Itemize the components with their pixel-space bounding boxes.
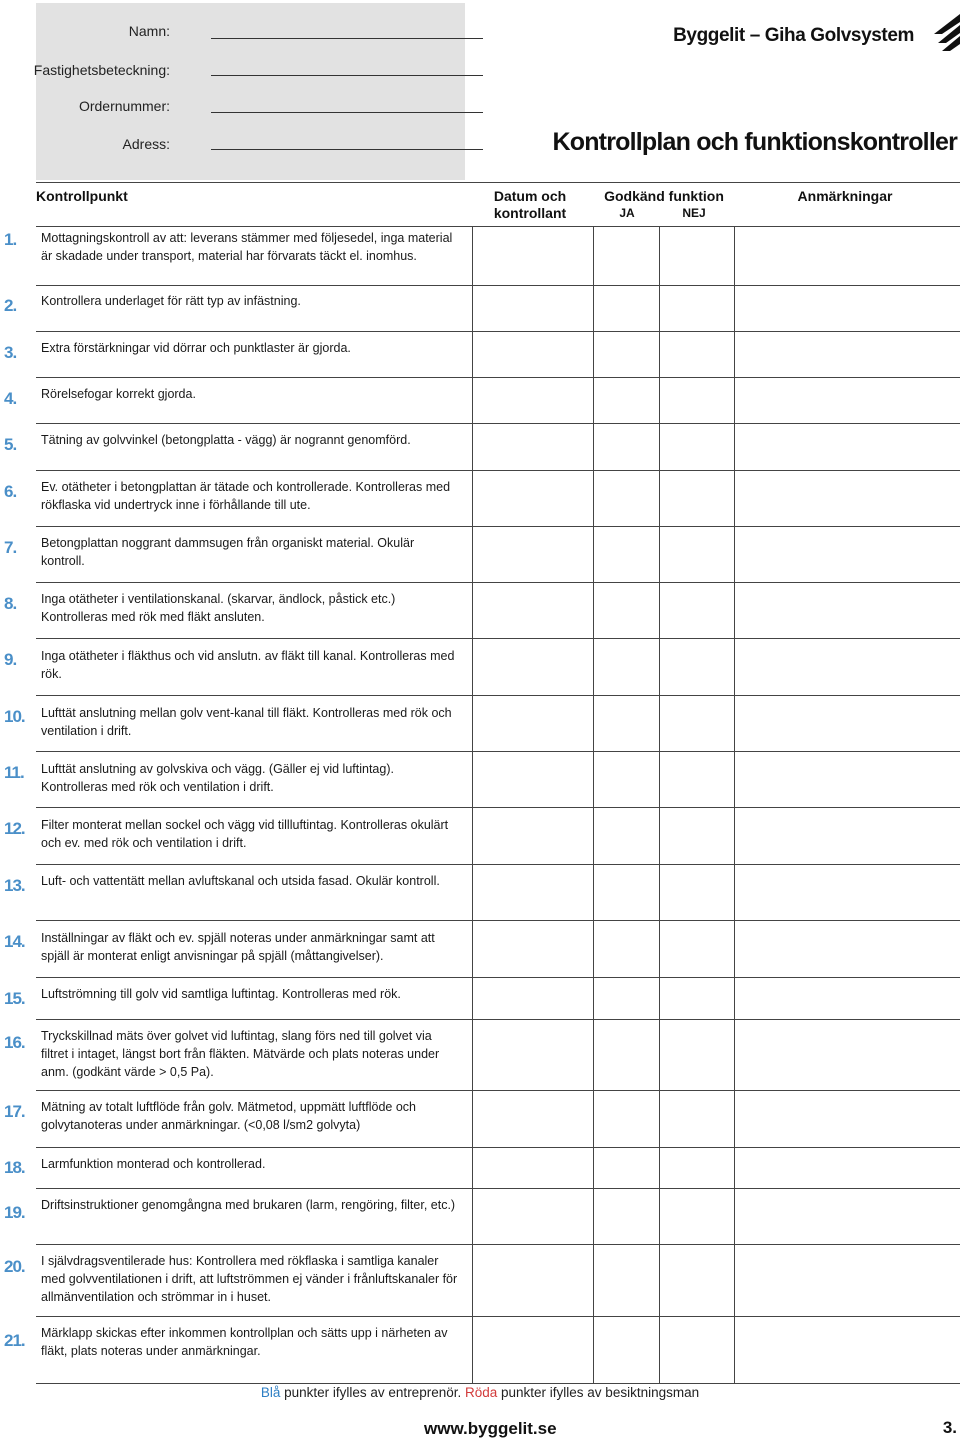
row-divider <box>36 470 960 471</box>
order-number-label: Ordernummer: <box>78 98 170 114</box>
item-text: Lufttät anslutning mellan golv vent-kanal till fläkt. Kontrolleras med rök och ventilation i drift. <box>41 706 452 738</box>
byggelit-logo-icon <box>930 14 960 52</box>
brand-name: Byggelit – Giha Golvsystem <box>673 25 914 46</box>
item-text: Luftströmning till golv vid samtliga luftintag. Kontrolleras med rök. <box>41 987 401 1001</box>
website-link[interactable]: www.byggelit.se <box>424 1419 557 1438</box>
row-divider <box>36 751 960 752</box>
item-number: 18. <box>4 1158 25 1177</box>
row-divider <box>36 526 960 527</box>
item-text: Inga otätheter i fläkthus och vid anslutn. av fläkt till kanal. Kontrolleras med rök. <box>41 649 455 681</box>
column-divider-nej <box>659 226 660 1383</box>
row-divider <box>36 423 960 424</box>
row-divider <box>36 1244 960 1245</box>
row-divider <box>36 582 960 583</box>
column-divider-ja <box>593 226 594 1383</box>
item-number: 3. <box>4 343 17 362</box>
row-divider <box>36 226 960 227</box>
legend-end: punkter ifylles av besiktningsman <box>497 1385 700 1400</box>
item-number: 19. <box>4 1203 25 1222</box>
item-number: 6. <box>4 482 17 501</box>
item-text: Rörelsefogar korrekt gjorda. <box>41 387 196 401</box>
customer-info-panel <box>33 3 465 180</box>
col-kontrollpunkt: Kontrollpunkt <box>36 188 128 204</box>
item-number: 20. <box>4 1257 25 1276</box>
item-number: 17. <box>4 1102 25 1121</box>
item-number: 16. <box>4 1033 25 1052</box>
row-divider <box>36 1316 960 1317</box>
col-datum-line1: Datum och <box>493 188 567 204</box>
item-number: 4. <box>4 389 17 408</box>
row-divider <box>36 864 960 865</box>
item-text: Extra förstärkningar vid dörrar och punktlaster är gjorda. <box>41 341 351 355</box>
col-nej: NEJ <box>682 206 706 220</box>
address-label: Adress: <box>122 136 170 152</box>
item-number: 12. <box>4 819 25 838</box>
item-number: 2. <box>4 296 17 315</box>
item-number: 7. <box>4 538 17 557</box>
row-divider <box>36 1188 960 1189</box>
item-number: 15. <box>4 989 25 1008</box>
item-number: 1. <box>4 230 17 249</box>
item-text: Märklapp skickas efter inkommen kontrollplan och sätts upp i närheten av fläkt, plats noteras under anmärkningar. <box>41 1326 448 1358</box>
item-text: Mätning av totalt luftflöde från golv. Mätmetod, uppmätt luftflöde och golvytanoteras under anmärkningar. (<0,08 l/sm2 golvyta) <box>41 1100 416 1132</box>
row-divider <box>36 977 960 978</box>
color-legend <box>0 1385 960 1400</box>
column-divider-datum <box>472 226 473 1383</box>
row-divider <box>36 285 960 286</box>
row-divider <box>36 1019 960 1020</box>
item-number: 14. <box>4 932 25 951</box>
page-number: 3. <box>942 1418 957 1437</box>
item-text: Inga otätheter i ventilationskanal. (skarvar, ändlock, påstick etc.) Kontrolleras med rök med fläkt ansluten. <box>41 592 396 624</box>
col-godkand: Godkänd funktion <box>604 188 724 204</box>
item-text: Luft- och vattentätt mellan avluftskanal och utsida fasad. Okulär kontroll. <box>41 874 440 888</box>
item-number: 8. <box>4 594 17 613</box>
property-label: Fastighetsbeteckning: <box>33 62 170 78</box>
table-top-rule <box>36 182 960 183</box>
row-divider <box>36 1147 960 1148</box>
row-divider <box>36 695 960 696</box>
address-field[interactable] <box>211 149 483 150</box>
legend-mid: punkter ifylles av entreprenör. <box>280 1385 465 1400</box>
row-divider <box>36 638 960 639</box>
item-text: Filter monterat mellan sockel och vägg vid tillluftintag. Kontrolleras okulärt och ev. med rök och ventilation i drift. <box>41 818 449 850</box>
order-number-field[interactable] <box>211 112 483 113</box>
row-divider <box>36 377 960 378</box>
name-label: Namn: <box>128 23 170 39</box>
row-divider <box>36 1383 960 1384</box>
item-number: 13. <box>4 876 25 895</box>
row-divider <box>36 920 960 921</box>
item-number: 21. <box>4 1331 25 1350</box>
item-text: Tätning av golvvinkel (betongplatta - vägg) är nogrannt genomförd. <box>41 433 411 447</box>
col-ja: JA <box>619 206 635 220</box>
item-text: Tryckskillnad mäts över golvet vid luftintag, slang förs ned till golvet via filtret i intaget, längst bort från fläkten. Mätvärde och plats noteras under anm. (godkänt värde > 0,5 Pa). <box>41 1029 440 1079</box>
name-field[interactable] <box>211 38 483 39</box>
item-text: Betongplattan noggrant dammsugen från organiskt material. Okulär kontroll. <box>41 536 415 568</box>
column-divider-anmarkningar <box>734 226 735 1383</box>
row-divider <box>36 1090 960 1091</box>
item-text: Kontrollera underlaget för rätt typ av infästning. <box>41 294 301 308</box>
property-field[interactable] <box>211 75 483 76</box>
col-datum-line2: kontrollant <box>493 205 567 221</box>
row-divider <box>36 807 960 808</box>
legend-blue: Blå <box>260 1385 281 1400</box>
item-text: Inställningar av fläkt och ev. spjäll noteras under anmärkningar samt att spjäll är monterat enligt anvisningar på spjäll (måttangivelser). <box>41 931 435 963</box>
page-title: Kontrollplan och funktionskontroller <box>552 128 957 156</box>
item-text: Mottagningskontroll av att: leverans stämmer med följesedel, inga material är skadade under transport, material har förvarats täckt el. inomhus. <box>41 231 453 263</box>
item-text: Ev. otätheter i betongplattan är tätade och kontrollerade. Kontrolleras med rökflaska vid undertryck inne i förhållande till ute. <box>41 480 451 512</box>
item-text: Larmfunktion monterad och kontrollerad. <box>41 1157 266 1171</box>
item-number: 9. <box>4 650 17 669</box>
item-text: Driftsinstruktioner genomgångna med brukaren (larm, rengöring, filter, etc.) <box>41 1198 456 1212</box>
item-text: Lufttät anslutning av golvskiva och vägg. (Gäller ej vid luftintag). Kontrolleras med rök och ventilation i drift. <box>41 762 394 794</box>
item-number: 10. <box>4 707 25 726</box>
item-text: I självdragsventilerade hus: Kontrollera med rökflaska i samtliga kanaler med golvventilationen i drift, att luftströmmen ej vänder i frånluftskanaler för allmänventilation och strömmar in i huset. <box>41 1254 458 1304</box>
col-anmarkningar: Anmärkningar <box>797 188 893 204</box>
row-divider <box>36 331 960 332</box>
item-number: 5. <box>4 435 17 454</box>
legend-red: Röda <box>464 1385 498 1400</box>
item-number: 11. <box>4 763 24 782</box>
